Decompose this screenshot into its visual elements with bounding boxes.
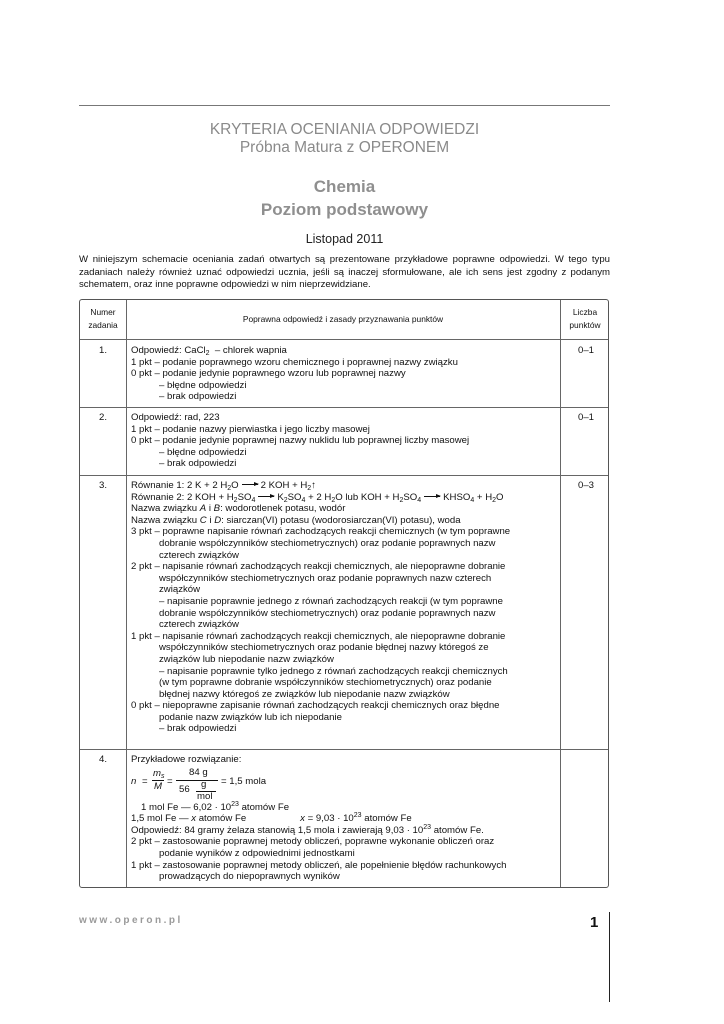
header-number: Numer zadania <box>88 307 118 330</box>
equation-2: Równanie 2: 2 KOH + $H_2SO_4$ $K_2SO_4 + 2$ $H_2O$ lub KOH + $H_2SO_4$ $KHSO_4 + H_2O$ <box>131 491 504 504</box>
document-subtitle: Próbna Matura z OPERONEM <box>239 139 450 156</box>
column-divider <box>126 300 127 887</box>
task-3-answer <box>131 480 559 735</box>
row-divider <box>80 339 608 340</box>
answer-line: – błędne odpowiedzi <box>159 446 247 458</box>
task-1-answer <box>131 345 559 403</box>
footer-url[interactable]: www.operon.pl <box>79 915 183 926</box>
intro-paragraph: W niniejszym schemacie oceniania zadań otwartych są prezentowane przykładowe poprawne odpowiedzi. W tego typu zadaniach należy również uznać odpowiedzi ucznia, jeśli są inaczej sformułowane, ale ich sens jest zgodny z podanym schematem, oraz inne poprawne odpowiedzi w nim nieprzewidziane. <box>79 254 610 291</box>
proportion-line-1: 1 mol Fe — $6,02 \cdot 10^{23}$ atomów Fe <box>141 800 290 813</box>
equation-1: Równanie 1: 2 K + 2 $H_2O$ 2 KOH + $H_2↑$ <box>131 480 316 492</box>
task-points: 0–3 <box>577 480 594 491</box>
proportion-line-2: 1,5 mol Fe — x atomów Fe $x = 9,03 \cdot 10^{23}$ atomów Fe <box>131 812 412 825</box>
answer-line: Odpowiedź: 84 gramy żelaza stanowią 1,5 mola i zawierają $9,03 \cdot 10^{23}$ atomów Fe. <box>131 823 484 836</box>
answer-line: związków lub niepodanie nazw związków <box>159 653 334 665</box>
exam-date: Listopad 2011 <box>305 232 384 246</box>
task-points: 0–1 <box>577 345 594 356</box>
row-divider <box>80 749 608 750</box>
task-2-answer <box>131 412 559 470</box>
answer-line: 2 pkt – napisanie równań zachodzących reakcji chemicznych, ale niepoprawne dobranie <box>131 561 506 573</box>
row-divider <box>80 475 608 476</box>
reaction-arrow-icon <box>258 496 274 497</box>
compound-names-ab: Nazwa związku A i B: wodorotlenek potasu, wodór <box>131 503 346 515</box>
answer-line: 2 pkt – zastosowanie poprawnej metody obliczeń, poprawne wykonanie obliczeń oraz <box>131 836 495 848</box>
task-4-answer <box>131 754 559 883</box>
row-divider <box>80 407 608 408</box>
answer-line: 1 pkt – zastosowanie poprawnej metody obliczeń, ale popełnienie błędów rachunkowych <box>131 859 507 871</box>
answer-line: 1 pkt – podanie nazwy pierwiastka i jego liczby masowej <box>131 423 370 435</box>
answer-line: Odpowiedź: rad, 223 <box>131 412 220 423</box>
answer-line: 1 pkt – podanie poprawnego wzoru chemicznego i poprawnej nazwy związku <box>131 356 458 368</box>
answer-line: – napisanie poprawnie tylko jednego z równań zachodzących reakcji chemicznych <box>159 665 508 677</box>
answer-line: czterech związków <box>159 549 239 561</box>
answer-line: współczynników stechiometrycznych oraz podanie poprawnych nazw czterech <box>159 572 492 584</box>
answer-line: 0 pkt – niepoprawne zapisanie równań zachodzących reakcji chemicznych oraz błędne <box>131 700 500 712</box>
reaction-arrow-icon <box>424 496 440 497</box>
column-divider <box>560 300 561 887</box>
task-number: 1. <box>98 345 107 356</box>
answer-line: Odpowiedź: CaCl$_2$ – chlorek wapnia <box>131 345 287 357</box>
page-number: 1 <box>590 914 599 931</box>
task-points: 0–1 <box>577 412 594 423</box>
document-title: KRYTERIA OCENIANIA ODPOWIEDZI <box>209 121 480 138</box>
task-number: 2. <box>98 412 107 423</box>
page-rule <box>609 912 610 1002</box>
header-points: Liczba punktów <box>569 307 601 330</box>
answer-line: podanie nazw związków lub ich niepodanie <box>159 711 342 723</box>
answer-line: – napisanie poprawnie jednego z równań zachodzących reakcji (w tym poprawne <box>159 595 503 607</box>
answer-line: związków <box>159 584 201 596</box>
reaction-arrow-icon <box>242 484 258 485</box>
answer-line: współczynników stechiometrycznych oraz podanie błędnej nazwy któregoś ze <box>159 642 489 654</box>
answer-line: podanie wyników z odpowiednimi jednostkami <box>159 847 355 859</box>
answer-line: 0 pkt – podanie jedynie poprawnego wzoru lub poprawnej nazwy <box>131 368 406 380</box>
answer-line: (w tym poprawne dobranie współczynników stechiometrycznych) oraz podanie <box>159 677 492 689</box>
fraction-bar <box>176 780 218 781</box>
answer-line: – brak odpowiedzi <box>159 458 237 470</box>
answer-line: błędnej nazwy któregoś ze związków lub niepodanie nazw związków <box>159 688 450 700</box>
answer-line: dobranie współczynników stechiometrycznych) oraz podanie poprawnych nazw <box>159 537 496 549</box>
answer-line: czterech związków <box>159 619 239 631</box>
task-number: 3. <box>98 480 107 491</box>
level-title: Poziom podstawowy <box>260 200 429 219</box>
answer-line: – błędne odpowiedzi <box>159 379 247 391</box>
subject-title: Chemia <box>313 177 376 196</box>
answer-line: – brak odpowiedzi <box>159 723 237 735</box>
answer-line: Przykładowe rozwiązanie: <box>131 754 242 765</box>
task-number: 4. <box>98 754 107 765</box>
answer-line: 0 pkt – podanie jedynie poprawnej nazwy nuklidu lub poprawnej liczby masowej <box>131 435 470 447</box>
compound-names-cd: Nazwa związku C i D: siarczan(VI) potasu (wodorosiarczan(VI) potasu), woda <box>131 514 461 526</box>
answer-line: – brak odpowiedzi <box>159 391 237 403</box>
criteria-table <box>79 299 609 888</box>
answer-line: 3 pkt – poprawne napisanie równań zachodzących reakcji chemicznych (w tym poprawne <box>131 526 511 538</box>
top-rule <box>79 105 610 106</box>
answer-line: dobranie współczynników stechiometrycznych) oraz podanie poprawnych nazw <box>159 607 496 619</box>
answer-line: 1 pkt – napisanie równań zachodzących reakcji chemicznych, ale niepoprawne dobranie <box>131 630 506 642</box>
answer-line: prowadzących do niepoprawnych wyników <box>159 871 340 883</box>
header-answer: Poprawna odpowiedź i zasady przyznawania punktów <box>242 314 444 324</box>
moles-formula: n = $m_s$ M = 84 g 56 g mol = 1,5 mola <box>131 766 267 802</box>
